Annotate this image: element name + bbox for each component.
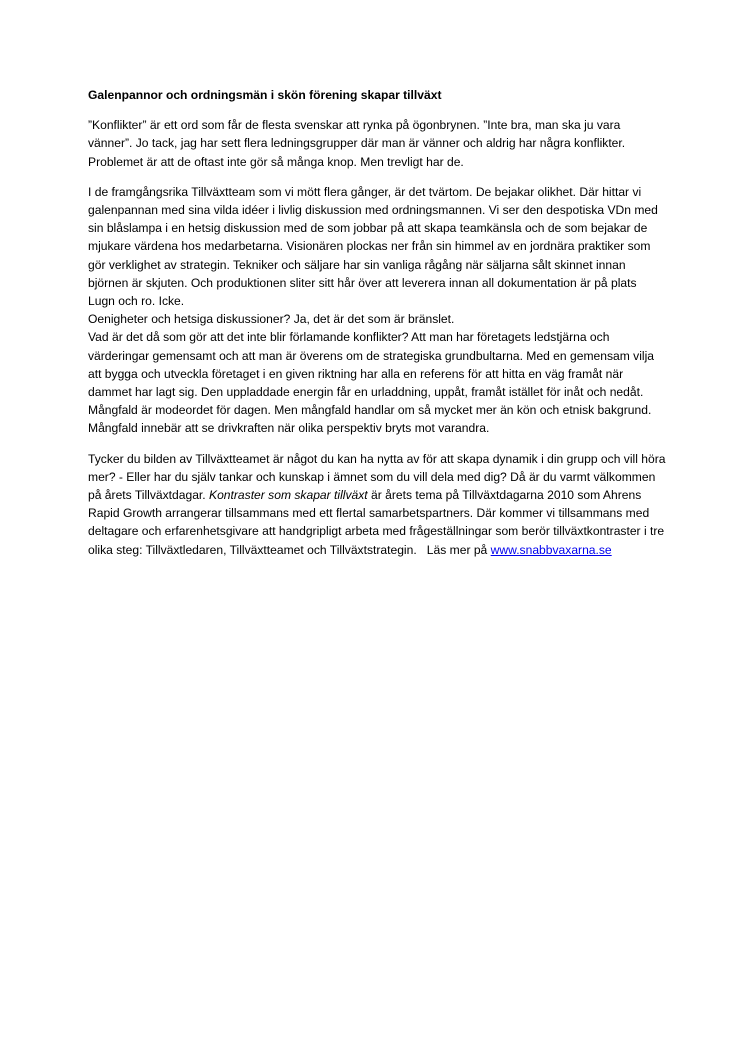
paragraph-invitation xyxy=(88,450,668,559)
paragraph-disagreements: Oenigheter och hetsiga diskussioner? Ja, det är det som är bränslet. xyxy=(88,312,455,327)
paragraph-growth-teams: I de framgångsrika Tillväxtteam som vi mött flera gånger, är det tvärtom. De bejakar olikhet. Där hittar vi galenpannan med sina vilda idéer i livlig diskussion med ordningsmannen. Vi ser den despotiska VDn med sin blåslampa i en hetsig diskussion med de som jobbar på att skapa teamkänsla och de som bejakar de mjukare värdena hos medarbetarna. Visionären plockas ner från sin himmel av en jordnära praktiker som gör verklighet av strategin. Tekniker och säljare har sin vanliga rågång när säljarna sålt skinnet innan björnen är skjuten. Och produktionen sliter sitt hår över att leverera innan all dokumentation är på plats xyxy=(88,184,658,290)
paragraph-conflicts: Vad är det då som gör att det inte blir förlamande konflikter? Att man har företagets ledstjärna och värderingar gemensamt och att man är överens om de strategiska grundbultarna. Med en gemensam vilja att bygga och utveckla företaget i en given riktning har alla en referens för att hitta en väg framåt när dammet har lagt sig. Den uppladdade energin får en urladdning, uppåt, framåt istället för inåt och nedåt. xyxy=(88,330,655,400)
snabbvaxarna-link[interactable]: www.snabbvaxarna.se xyxy=(490,542,612,557)
paragraph-calm: Lugn och ro. Icke. xyxy=(88,294,185,309)
paragraph-intro: ”Konflikter” är ett ord som får de flesta svenskar att rynka på ögonbrynen. ”Inte bra, man ska ju vara vänner”. Jo tack, jag har sett flera ledningsgrupper där man är vänner och aldrig har några konflikter. Problemet är att de oftast inte gör så många knop. Men trevligt har de. xyxy=(88,118,626,169)
invitation-read-more: Läs mer på xyxy=(416,542,491,557)
paragraph-diversity: Mångfald är modeordet för dagen. Men mångfald handlar om så mycket mer än kön och etnisk bakgrund. Mångfald innebär att se drivkraften när olika perspektiv bryts mot varandra. xyxy=(88,403,652,436)
document-page xyxy=(88,86,668,571)
invitation-text-a: Tycker du bilden av Tillväxtteamet är något du kan ha nytta av för att skapa dynamik i din grupp och vill höra mer? - Eller har du själv tankar och kunskap i ämnet som du vill dela med dig? Då är du varmt välkommen på årets Tillväxtdagar. xyxy=(88,451,666,503)
invitation-text-b: är årets tema på Tillväxtdagarna 2010 som Ahrens Rapid Growth arrangerar tillsammans med ett flertal samarbetspartners. Där kommer vi tillsammans med deltagare och erfarenhetsgivare att handgripligt arbeta med frågeställningar som berör tillväxtkontraster i tre olika steg: Tillväxtledaren, Tillväxtteamet och Tillväxtstrategin. xyxy=(88,488,665,557)
invitation-theme: Kontraster som skapar tillväxt xyxy=(209,488,368,503)
document-title: Galenpannor och ordningsmän i skön förening skapar tillväxt xyxy=(88,88,442,102)
